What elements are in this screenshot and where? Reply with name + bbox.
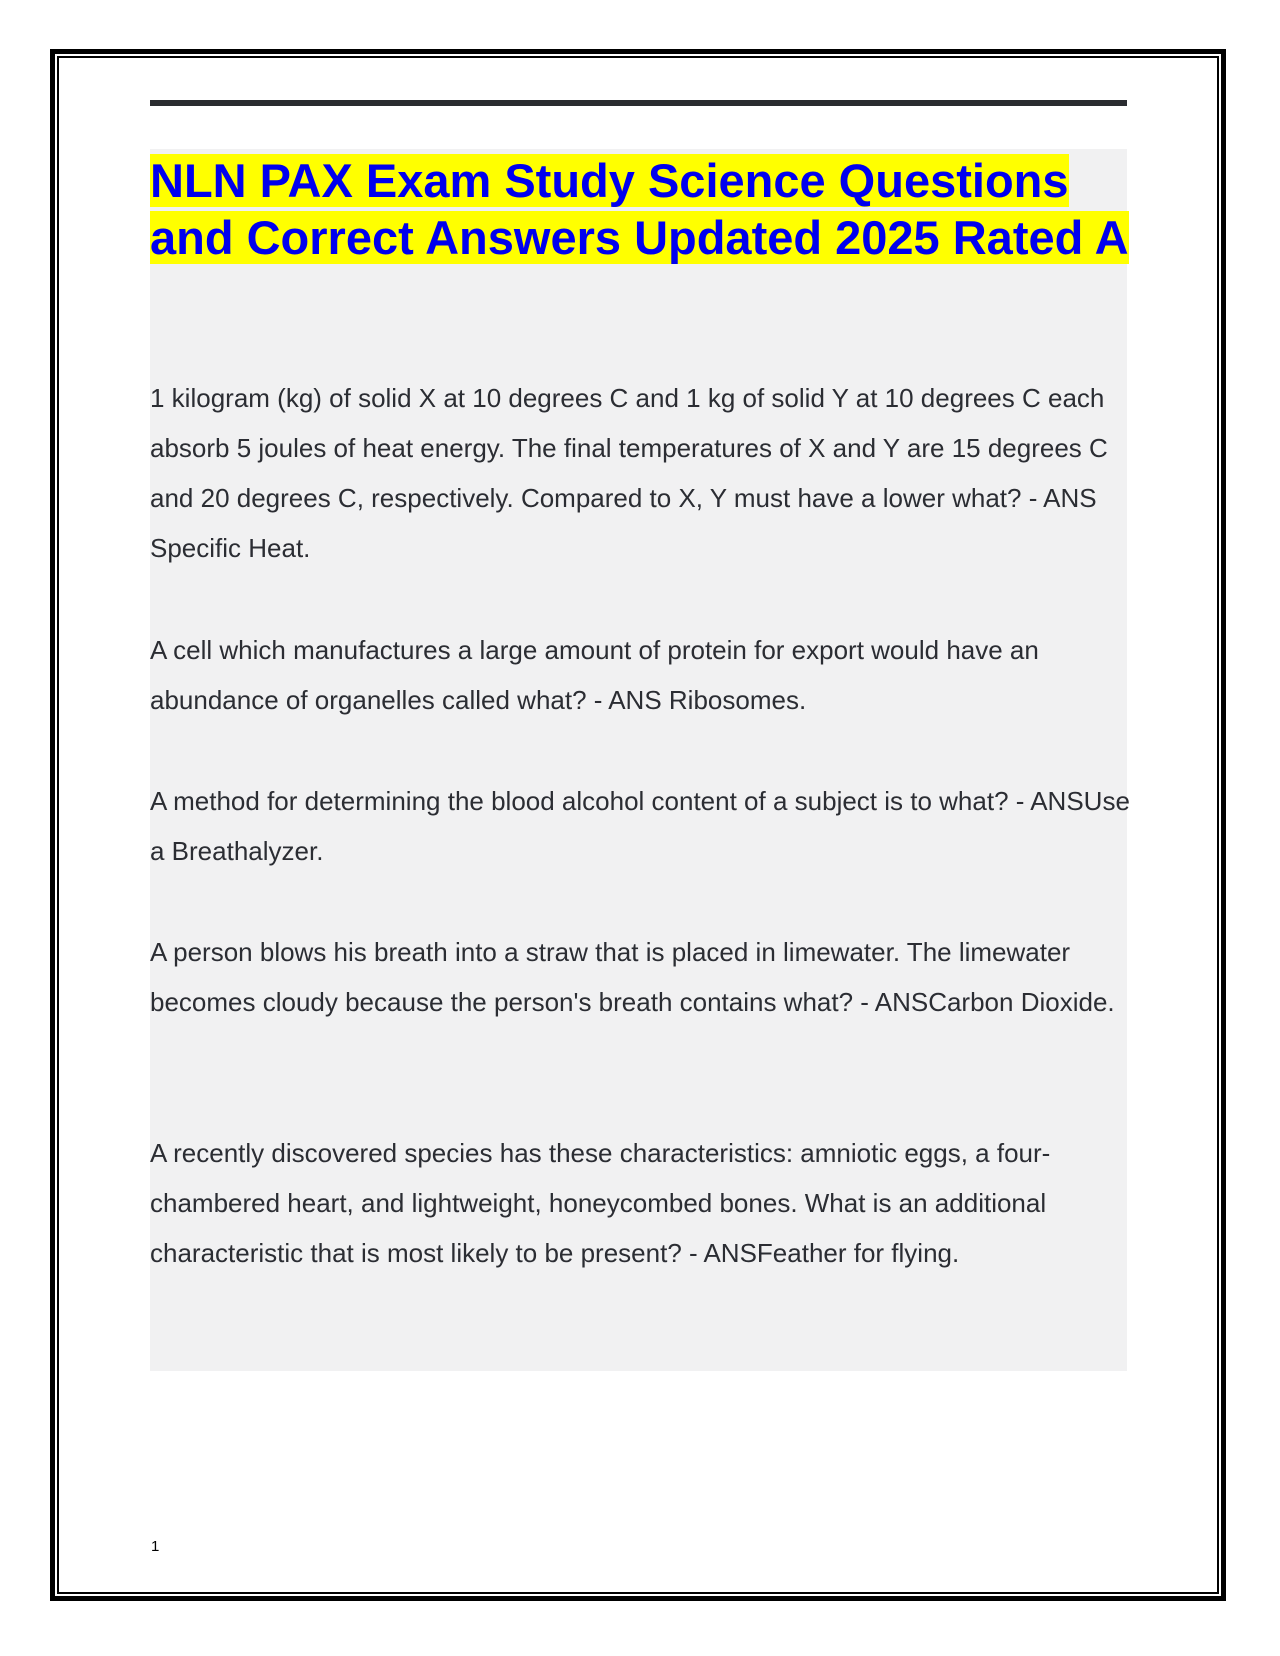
document-title	[150, 152, 1140, 266]
question-answer-item: A cell which manufactures a large amount of protein for export would have an abundance of organelles called what? - ANS Ribosomes.	[150, 635, 1039, 715]
question-answer-item: A method for determining the blood alcohol content of a subject is to what? - ANSUse a Breathalyzer.	[150, 786, 1130, 866]
question-answer-item: A person blows his breath into a straw that is placed in limewater. The limewater becomes cloudy because the person's breath contains what? - ANSCarbon Dioxide.	[150, 937, 1115, 1017]
horizontal-rule	[150, 100, 1127, 106]
question-answer-item: 1 kilogram (kg) of solid X at 10 degrees C and 1 kg of solid Y at 10 degrees C each absorb 5 joules of heat energy. The final temperatures of X and Y are 15 degrees C and 20 degrees C, respectively. Compared to X, Y must have a lower what? - ANS Specific Heat.	[150, 383, 1108, 563]
title-highlight: NLN PAX Exam Study Science Questions and Correct Answers Updated 2025 Rated A	[150, 154, 1129, 264]
question-answer-item: A recently discovered species has these characteristics: amniotic eggs, a four-chambered heart, and lightweight, honeycombed bones. What is an additional characteristic that is most likely to be present? - ANSFeather for flying.	[150, 1138, 1051, 1268]
page-number: 1	[151, 1538, 160, 1555]
